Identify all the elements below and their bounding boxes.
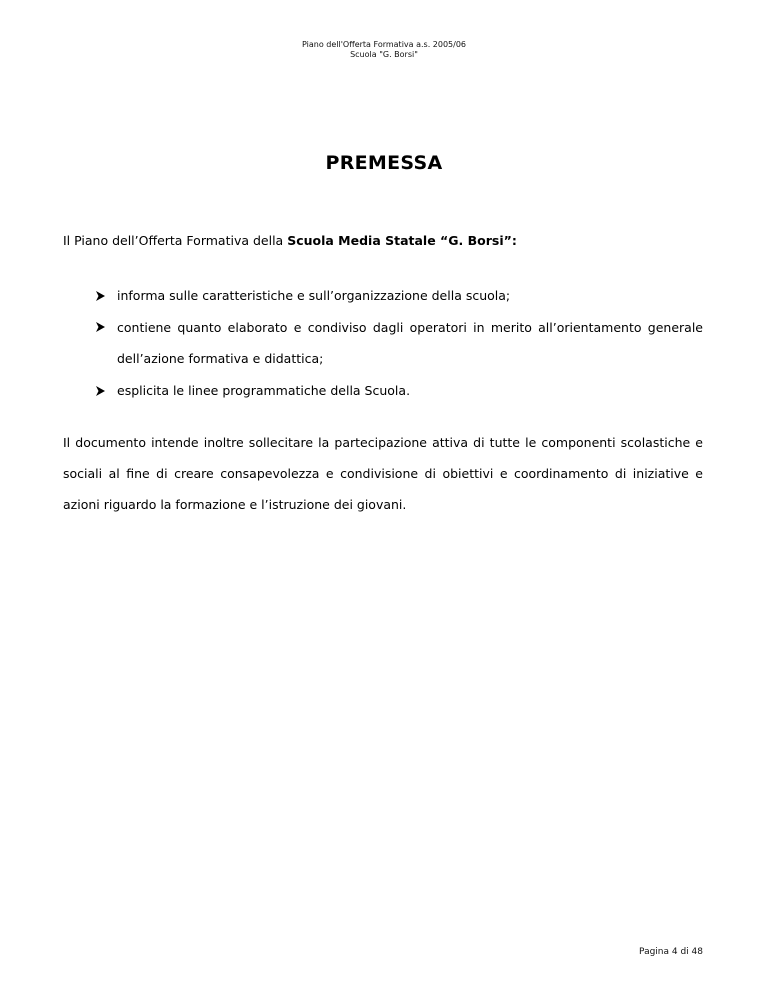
bullet-list (95, 287, 703, 414)
header-line-2: Scuola "G. Borsi" (350, 50, 418, 59)
header-line-1: Piano dell'Offerta Formativa a.s. 2005/06 (301, 40, 467, 49)
intro-text: Il Piano dell’Offerta Formativa della (63, 233, 288, 248)
arrow-bullet-icon (95, 318, 106, 336)
page-number: Pagina 4 di 48 (639, 947, 703, 957)
list-item-text: esplicita le linee programmatiche della Scuola. (117, 383, 411, 398)
list-item-text: contiene quanto elaborato e condiviso dagli operatori in merito all’orientamento generale dell’azione formativa e didattica; (117, 320, 703, 366)
list-item-text: informa sulle caratteristiche e sull’organizzazione della scuola; (117, 288, 511, 303)
page-title: PREMESSA (325, 152, 443, 174)
intro-school-name: Scuola Media Statale “G. Borsi”: (287, 233, 517, 248)
arrow-bullet-icon (95, 382, 106, 400)
list-item (95, 287, 703, 305)
list-item (95, 312, 703, 374)
list-item (95, 382, 703, 400)
page-header (0, 40, 768, 60)
intro-paragraph (63, 232, 703, 250)
arrow-bullet-icon (95, 287, 106, 305)
closing-paragraph: Il documento intende inoltre sollecitare la partecipazione attiva di tutte le componenti scolastiche e sociali al fine di creare consapevolezza e condivisione di obiettivi e coordinamento di iniziative e azioni riguardo la formazione e l’istruzione dei giovani. (63, 435, 703, 512)
